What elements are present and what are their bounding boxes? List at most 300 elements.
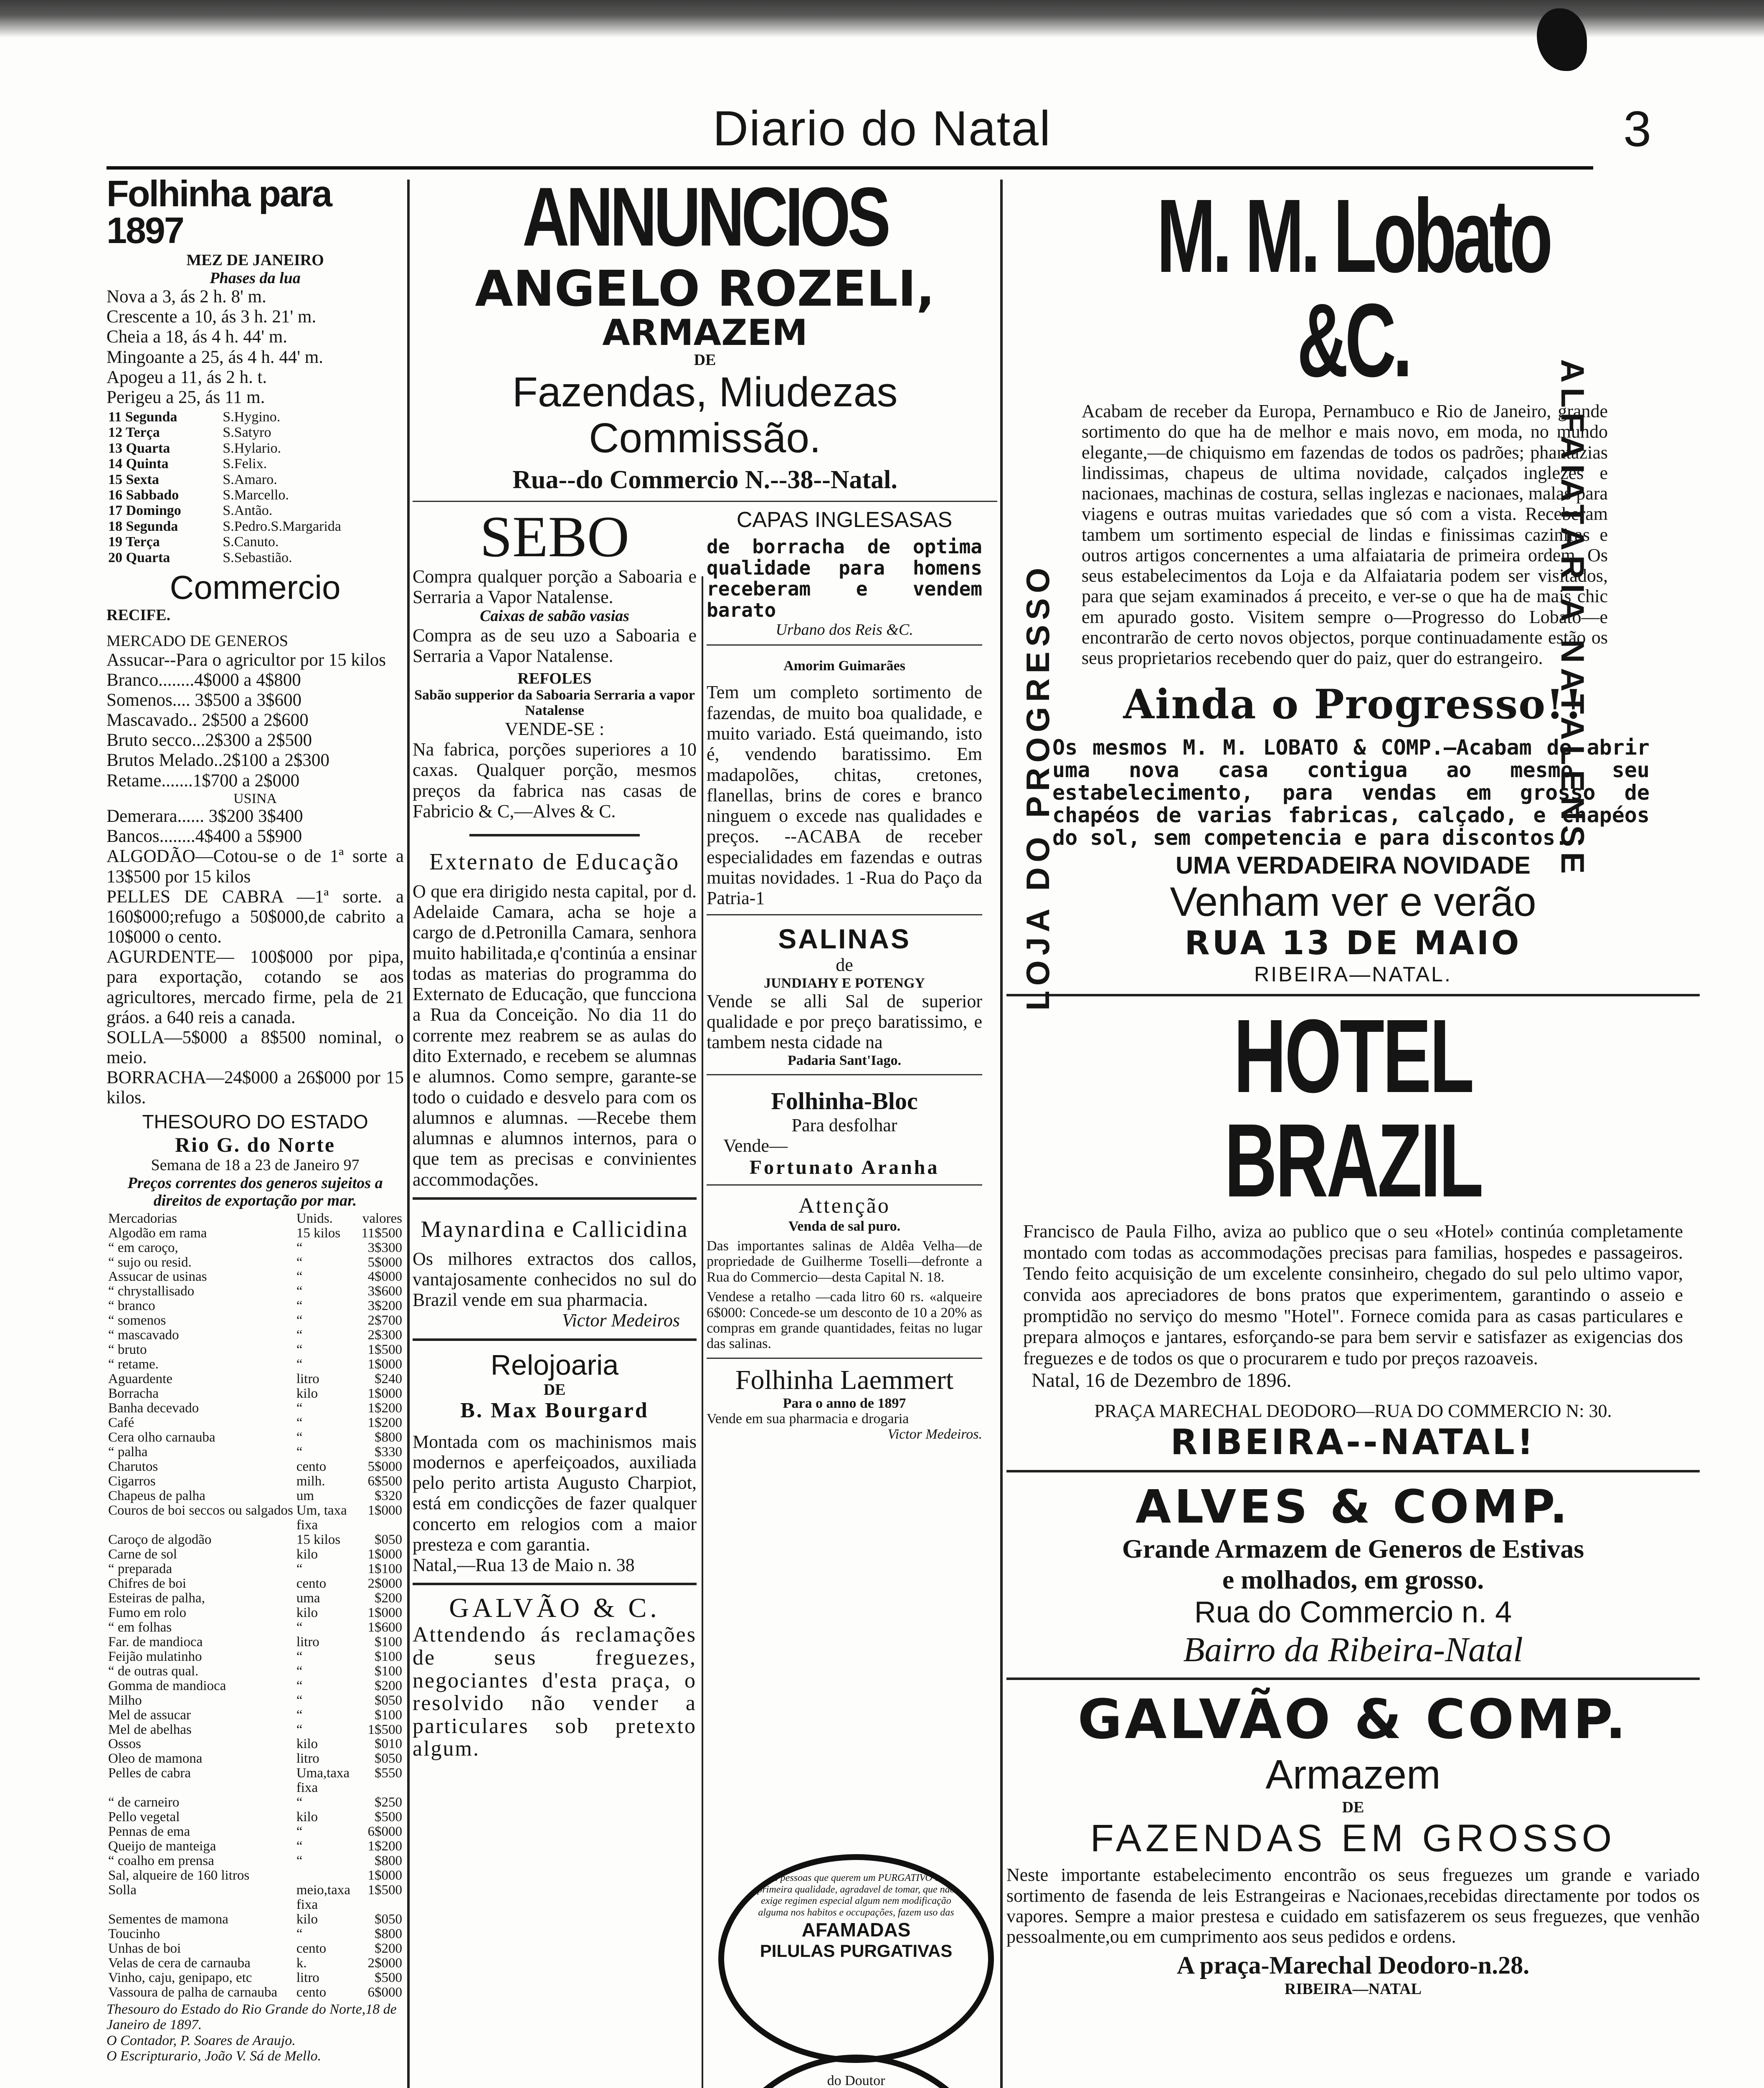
cell-unit: litro bbox=[296, 1634, 319, 1650]
cell-item: “ coalho em prensa bbox=[108, 1854, 214, 1869]
rule bbox=[413, 1197, 697, 1200]
cell-unit: cento bbox=[296, 1459, 327, 1475]
cell-item: Feijão mulatinho bbox=[108, 1649, 202, 1664]
hotel-body: Francisco de Paula Filho, aviza ao publico que o seu «Hotel» continúa completamente montado com todas as accommodações precisas para familias, hospedes e passageiros. Tendo feito acquisição de um excelente consinheiro, chegado do sul pelo ultimo vapor, convida aos apreciadores de bons pratos que experimentem, garantindo o asseio e promptidão no serviço do mesmo "Hotel". Fornece comida para as casas particulares e prepara almoços e jantares, esforçando-se para bem servir e satisfazer as exigencias dos freguezes e de todos os que o procurarem e tudo por preços razoaveis. bbox=[1023, 1221, 1683, 1368]
relojoaria-body: Montada com os machinismos mais modernos e aperfeiçoados, auxiliada pelo perito artista Augusto Charpiot, está em condicções de fazer qualquer concerto em relogios com a maior presteza e com garantia. bbox=[413, 1431, 697, 1555]
cell-item: Sal, alqueire de 160 litros bbox=[108, 1868, 250, 1883]
day-cell: 18 Segunda bbox=[108, 518, 178, 534]
cell-item: Charutos bbox=[108, 1460, 158, 1475]
hotel-heading: HOTEL BRAZIL bbox=[1224, 998, 1482, 1219]
salinas-heading: SALINAS bbox=[778, 923, 911, 955]
saint-row bbox=[106, 534, 404, 550]
semana-text: Semana de 18 a 23 de Janeiro 97 bbox=[151, 1156, 360, 1174]
galvao-small-body: Attendendo ás reclamações de seus freguezes, negociantes d'esta praça, o resolvido não vender a particulares sob pretexto algum. bbox=[413, 1623, 697, 1761]
cell-item: “ branco bbox=[108, 1299, 155, 1314]
cell-value: $240 bbox=[375, 1371, 402, 1387]
day-cell: 19 Terça bbox=[108, 534, 160, 550]
cell-unit: “ bbox=[296, 1678, 303, 1693]
usina-price-row: Bancos........4$400 a 5$900 bbox=[106, 826, 302, 846]
cell-item: Carne de sol bbox=[108, 1547, 177, 1562]
folhinha-title: Folhinha para 1897 bbox=[106, 173, 331, 251]
torn-top-edge bbox=[0, 0, 1764, 38]
angelo-name: ANGELO ROZELI, bbox=[475, 260, 935, 317]
cell-item: Far. de mandioca bbox=[108, 1634, 203, 1650]
day-cell: 16 Sabbado bbox=[108, 487, 179, 503]
phase-3: Mingoante a 25, ás 4 h. 44' m. bbox=[106, 347, 323, 367]
sebo-body: Compra qualquer porção a Saboaria e Serraria a Vapor Natalense. bbox=[413, 566, 697, 608]
table-row bbox=[106, 1299, 404, 1313]
table-row bbox=[106, 1635, 404, 1650]
cell-unit: “ bbox=[296, 1561, 303, 1576]
cell-value: 4$000 bbox=[368, 1269, 402, 1285]
cell-value: $050 bbox=[375, 1693, 402, 1708]
contador: O Contador, P. Soares de Araujo. bbox=[106, 2032, 296, 2048]
cell-value: $800 bbox=[375, 1853, 402, 1869]
saint-row bbox=[106, 409, 404, 425]
cell-value: 2$700 bbox=[368, 1313, 402, 1328]
cell-item: “ palha bbox=[108, 1445, 148, 1460]
page-number: 3 bbox=[1623, 101, 1651, 157]
cell-unit: “ bbox=[296, 1707, 303, 1723]
vende-body: Na fabrica, porções superiores a 10 caxas. Qualquer porção, mesmos preços da fabrica nas casas de Fabricio & C,—Alves & C. bbox=[413, 739, 697, 821]
galvao-de: DE bbox=[1342, 1799, 1364, 1817]
table-row bbox=[106, 1912, 404, 1927]
alves-rua: Rua do Commercio n. 4 bbox=[1194, 1596, 1512, 1629]
cell-value: 2$300 bbox=[368, 1328, 402, 1343]
table-row bbox=[106, 1343, 404, 1357]
saint-row bbox=[106, 456, 404, 471]
cell-unit: litro bbox=[296, 1371, 319, 1387]
cell-value: 3$200 bbox=[368, 1298, 402, 1314]
cell-item: Solla bbox=[108, 1883, 137, 1898]
ainda-heading: Ainda o Progresso!! bbox=[1123, 681, 1583, 728]
table-row bbox=[106, 1226, 404, 1241]
saint-row bbox=[106, 472, 404, 487]
page-header bbox=[0, 100, 1764, 171]
capas-sign: Urbano dos Reis &C. bbox=[776, 621, 913, 639]
de-word: DE bbox=[694, 351, 716, 369]
cell-value: $250 bbox=[375, 1795, 402, 1810]
cell-unit: “ bbox=[296, 1284, 303, 1299]
cell-unit: “ bbox=[296, 1926, 303, 1942]
laemmert-heading: Folhinha Laemmert bbox=[735, 1364, 954, 1395]
cell-unit: “ bbox=[296, 1269, 303, 1285]
cell-item: Borracha bbox=[108, 1386, 159, 1401]
table-row bbox=[106, 1357, 404, 1372]
algodao-text: ALGODÃO—Cotou-se o de 1ª sorte a 13$500 por 15 kilos bbox=[106, 846, 404, 887]
subcolumn-left bbox=[413, 504, 697, 1761]
maynardina-body: Os milhores extractos dos callos, vantajosamente conhecidos no sul do Brazil vende em sua pharmacia. bbox=[413, 1248, 697, 1310]
table-row bbox=[106, 1255, 404, 1270]
galvao-armazem: Armazem bbox=[1265, 1751, 1441, 1798]
cell-item: Assucar de usinas bbox=[108, 1270, 207, 1285]
cell-unit: “ bbox=[296, 1839, 303, 1854]
salinas-de: de bbox=[836, 955, 853, 976]
cell-item: Pelles de cabra bbox=[108, 1766, 191, 1781]
commercio-heading: Commercio bbox=[170, 568, 341, 606]
fortunato-name: Fortunato Aranha bbox=[749, 1156, 940, 1178]
rule bbox=[413, 501, 997, 502]
table-row bbox=[106, 1533, 404, 1547]
cell-item: “ em folhas bbox=[108, 1620, 172, 1635]
venham-line: Venham ver e verão bbox=[1170, 879, 1536, 925]
cell-unit: “ bbox=[296, 1298, 303, 1314]
cell-item: “ de outras qual. bbox=[108, 1664, 199, 1679]
mercado-label: MERCADO DE GENEROS bbox=[106, 632, 288, 650]
cell-item: “ preparada bbox=[108, 1561, 172, 1576]
cell-item: “ mascavado bbox=[108, 1328, 179, 1343]
cell-item: Velas de cera de carnauba bbox=[108, 1956, 251, 1971]
venda-sal: Venda de sal puro. bbox=[788, 1218, 901, 1234]
cell-item: “ em caroço, bbox=[108, 1240, 178, 1255]
table-row bbox=[106, 1766, 404, 1795]
cell-value: 1$200 bbox=[368, 1415, 402, 1431]
day-cell: 14 Quinta bbox=[108, 456, 169, 472]
table-row bbox=[106, 1679, 404, 1693]
pilulas-purgativas: PILULAS PURGATIVAS bbox=[760, 1941, 953, 1961]
cell-item: Algodão em rama bbox=[108, 1226, 207, 1241]
sabao-text: Sabão supperior da Saboaria Serraria a vapor Natalense bbox=[414, 687, 695, 719]
pilulas-de: do Doutor bbox=[827, 2073, 885, 2088]
cell-value: 2$000 bbox=[368, 1956, 402, 1971]
cell-item: Banha decevado bbox=[108, 1401, 199, 1416]
table-row bbox=[106, 1693, 404, 1708]
cell-value: 1$100 bbox=[368, 1561, 402, 1576]
externato-body: O que era dirigido nesta capital, por d. Adelaide Camara, acha se hoje a cargo de d.Petronilla Camara, senhora muito habilitada,e q'continúa a ensinar todas as materias do programma do Externato de Educação, que funcciona a Rua da Conceição. No dia 11 do corrente mez reabrem se as aulas do dito Externado, e recebem se alumnas e alumnos. Como sempre, garante-se todo o cuidado e desvelo para com os alumnos e alumnas. —Recebe them alumnas e alumnos internos, para o que tem as precisas e convinientes accommodações. bbox=[413, 881, 697, 1190]
cell-unit: “ bbox=[296, 1663, 303, 1679]
cell-item: “ somenos bbox=[108, 1313, 166, 1328]
cell-unit: “ bbox=[296, 1853, 303, 1869]
cell-item: Cigarros bbox=[108, 1474, 156, 1489]
cell-unit: litro bbox=[296, 1751, 319, 1766]
cell-value: 1$000 bbox=[368, 1605, 402, 1620]
table-row bbox=[106, 1474, 404, 1489]
alves-body1: Grande Armazem de Generos de Estivas bbox=[1122, 1534, 1584, 1564]
sebo-heading: SEBO bbox=[480, 504, 629, 569]
table-row bbox=[106, 1620, 404, 1635]
cell-value: 1$000 bbox=[368, 1386, 402, 1401]
cell-value: 6$000 bbox=[368, 1984, 402, 2000]
usina-prices bbox=[106, 806, 404, 846]
thesouro-heading: THESOURO DO ESTADO bbox=[142, 1111, 368, 1133]
sugar-price-row: Branco........4$000 a 4$800 bbox=[106, 670, 301, 690]
cell-value: 3$600 bbox=[368, 1284, 402, 1299]
folhinha-bloc-body: Para desfolhar bbox=[791, 1115, 897, 1136]
cell-item: Esteiras de palha, bbox=[108, 1591, 205, 1606]
cell-value: $200 bbox=[375, 1678, 402, 1693]
cell-value: $010 bbox=[375, 1736, 402, 1752]
column-divider-2 bbox=[1000, 180, 1003, 2088]
rule bbox=[707, 1074, 982, 1075]
cell-unit: meio,taxa fixa bbox=[296, 1883, 350, 1913]
attencao-heading: Attenção bbox=[798, 1194, 890, 1218]
lobato-body: Acabam de receber da Europa, Pernambuco e Rio de Janeiro, grande sortimento do que ha de melhor e mais novo, em moda, no mundo elegante,—de chiquismo em fazendas de todos os padrões; phantazias lindissimas, chapeus de ultima novidade, calçados inglezes e nacionaes, machinas de costura, sellas inglezas e nacionaes, malas para viagens e outras muitas variedades que só com a vista. Receberam tambem um sortimento especial de lindas e finissimas caziniras e outros artigos concernentes a uma alfaiataria de primeira ordem. Os seus estabelecimentos da Loja e da Alfaiataria podem ser visitados, para que sejam examinados á preceito, e ver-se o que ha de mais chic em apurado gosto. Visitem sempre o—Progresso do Lobato—e encontrarão de certo novos objectos, porque continuadamente estão os seus proprietarios recebendo quer do paiz, quer do estrangeiro. bbox=[1082, 401, 1608, 669]
cell-unit: kilo bbox=[296, 1386, 318, 1401]
table-row bbox=[106, 1328, 404, 1343]
cell-unit: “ bbox=[296, 1619, 303, 1635]
rule bbox=[413, 1583, 697, 1585]
cell-item: “ chrystallisado bbox=[108, 1284, 195, 1299]
annuncios-heading: ANNUNCIOS bbox=[522, 170, 888, 264]
day-cell: 13 Quarta bbox=[108, 440, 170, 456]
commissao-line: Commissão. bbox=[589, 414, 821, 461]
cell-value: $800 bbox=[375, 1430, 402, 1445]
cell-item: Toucinho bbox=[108, 1927, 160, 1942]
precos-text: Preços correntes dos generos sujeitos a direitos de exportação por mar. bbox=[127, 1174, 383, 1210]
ainda-body: Os mesmos M. M. LOBATO & COMP.—Acabam de abrir uma nova casa contigua ao mesmo seu estabelecimento, para vendas em grosso de chapéos de varias fabricas, calçado, e chapéos do sol, sem competencia e para discontos. bbox=[1052, 735, 1650, 850]
salinas-sign: Padaria Sant'Iago. bbox=[787, 1052, 902, 1068]
cell-item: “ bruto bbox=[108, 1343, 147, 1358]
saint-row bbox=[106, 487, 404, 503]
table-row bbox=[106, 1591, 404, 1606]
table-row bbox=[106, 1416, 404, 1430]
phase-2: Cheia a 18, ás 4 h. 44' m. bbox=[106, 327, 287, 347]
table-row bbox=[106, 1664, 404, 1679]
cell-value: 1$500 bbox=[368, 1722, 402, 1737]
relojoaria-name: B. Max Bourgard bbox=[460, 1399, 649, 1423]
table-row bbox=[106, 1883, 404, 1912]
rua-commercio: Rua--do Commercio N.--38--Natal. bbox=[512, 465, 897, 494]
cell-value: $100 bbox=[375, 1634, 402, 1650]
rule bbox=[707, 644, 982, 646]
alves-body2: e molhados, em grosso. bbox=[1222, 1565, 1484, 1595]
phase-4: Apogeu a 11, ás 2 h. t. bbox=[106, 367, 267, 387]
alfaiataria-vertical: ALFAIATARIA NATALENSE bbox=[1554, 359, 1591, 879]
cell-unit: kilo bbox=[296, 1546, 318, 1562]
cell-unit: “ bbox=[296, 1342, 303, 1358]
cell-value: 1$600 bbox=[368, 1619, 402, 1635]
saint-cell: S.Sebastião. bbox=[223, 550, 292, 565]
column-annuncios bbox=[413, 170, 997, 1761]
cell-unit: 15 kilos bbox=[296, 1225, 341, 1241]
table-row bbox=[106, 1956, 404, 1971]
cell-unit: 15 kilos bbox=[296, 1532, 341, 1547]
cell-value: $500 bbox=[375, 1970, 402, 1985]
cell-item: Ossos bbox=[108, 1737, 141, 1752]
escripturario: O Escripturario, João V. Sá de Mello. bbox=[106, 2048, 322, 2064]
laemmert-body: Vende em sua pharmacia e drogaria bbox=[707, 1411, 909, 1427]
cell-unit: cento bbox=[296, 1576, 327, 1591]
dehaut-seal bbox=[710, 2055, 1002, 2088]
assucar-text: Assucar--Para o agricultor por 15 kilos bbox=[106, 650, 386, 670]
sugar-price-row: Mascavado.. 2$500 a 2$600 bbox=[106, 710, 309, 730]
table-row bbox=[106, 1460, 404, 1474]
saint-cell: S.Hygino. bbox=[223, 409, 281, 425]
newspaper-title: Diario do Natal bbox=[712, 101, 1052, 156]
relojoaria-heading: Relojoaria bbox=[490, 1349, 619, 1381]
sugar-price-row: Somenos.... 3$500 a 3$600 bbox=[106, 690, 302, 710]
cell-value: $320 bbox=[375, 1488, 402, 1504]
table-row bbox=[106, 1489, 404, 1503]
cell-unit: cento bbox=[296, 1941, 327, 1956]
cell-item: Vinho, caju, genipapo, etc bbox=[108, 1970, 252, 1985]
table-row bbox=[106, 1372, 404, 1386]
cell-item: Queijo de manteiga bbox=[108, 1839, 216, 1854]
cell-unit: “ bbox=[296, 1722, 303, 1737]
table-row bbox=[106, 1708, 404, 1723]
phase-1: Crescente a 10, ás 3 h. 21' m. bbox=[106, 307, 317, 327]
capas-body: de borracha de optima qualidade para homens receberam e vendem barato bbox=[707, 535, 982, 621]
maynardina-sign: Victor Medeiros bbox=[562, 1310, 680, 1331]
cell-unit: “ bbox=[296, 1240, 303, 1255]
saint-cell: S.Canuto. bbox=[223, 534, 279, 550]
pilulas-afamadas: AFAMADAS bbox=[801, 1919, 911, 1941]
galvao-fazendas: FAZENDAS EM GROSSO bbox=[1090, 1817, 1616, 1860]
table-row bbox=[106, 1313, 404, 1328]
saint-cell: S.Marcello. bbox=[223, 487, 289, 503]
cell-item: Milho bbox=[108, 1693, 142, 1708]
recife-label: RECIFE. bbox=[106, 606, 171, 624]
cell-value: 1$200 bbox=[368, 1839, 402, 1854]
table-row bbox=[106, 1941, 404, 1956]
cell-item: Chapeus de palha bbox=[108, 1489, 205, 1503]
table-row bbox=[106, 1737, 404, 1751]
saint-cell: S.Pedro.S.Margarida bbox=[223, 518, 341, 534]
table-row bbox=[106, 1824, 404, 1839]
rule bbox=[413, 1338, 697, 1341]
cell-unit: k. bbox=[296, 1956, 307, 1971]
table-row bbox=[106, 1386, 404, 1401]
cell-value: 1$000 bbox=[368, 1357, 402, 1372]
cell-item: Fumo em rolo bbox=[108, 1605, 186, 1620]
cell-item: Aguardente bbox=[108, 1372, 172, 1387]
column-divider-1 bbox=[407, 180, 410, 2088]
cell-item: Gomma de mandioca bbox=[108, 1678, 226, 1693]
rio-g-heading: Rio G. do Norte bbox=[175, 1133, 335, 1156]
cell-unit: “ bbox=[296, 1824, 303, 1840]
table-row bbox=[106, 1547, 404, 1562]
table-row bbox=[106, 1985, 404, 2000]
table-row bbox=[106, 1562, 404, 1576]
day-cell: 15 Sexta bbox=[108, 471, 159, 487]
phase-0: Nova a 3, ás 2 h. 8' m. bbox=[106, 287, 266, 307]
rule bbox=[707, 1358, 982, 1359]
cell-value: $550 bbox=[375, 1766, 402, 1781]
cell-unit: “ bbox=[296, 1357, 303, 1372]
cell-unit: “ bbox=[296, 1649, 303, 1664]
cell-unit: “ bbox=[296, 1795, 303, 1810]
cell-unit: kilo bbox=[296, 1809, 318, 1825]
vende-heading: VENDE-SE : bbox=[504, 718, 605, 739]
cell-unit: uma bbox=[296, 1590, 320, 1606]
caixas-heading: Caixas de sabão vasias bbox=[480, 607, 629, 625]
hotel-date: Natal, 16 de Dezembro de 1896. bbox=[1032, 1369, 1292, 1392]
cell-unit: “ bbox=[296, 1693, 303, 1708]
pelles-text: PELLES DE CABRA —1ª sorte. a 160$000;refugo a 50$000,de cabrito a 10$000 o cento. bbox=[106, 887, 404, 947]
cell-unit: Um, taxa fixa bbox=[296, 1503, 347, 1533]
header-rule bbox=[106, 166, 1593, 170]
cell-value: $100 bbox=[375, 1663, 402, 1679]
day-cell: 17 Domingo bbox=[108, 503, 181, 519]
amorim-body: Tem um completo sortimento de fazendas, de muito boa qualidade, e muito variado. Está queimando, isto é, vendendo baratissimo. Em madapolões, chitas, cretones, flanellas, brins de cores e branco ninguem o excede nas qualidades e preços. --ACABA de receber especialidades em fazendas e outras muitas novidades. 1 -Rua do Paço da Patria-1 bbox=[707, 682, 982, 909]
saint-row bbox=[106, 519, 404, 534]
cell-item: “ retame. bbox=[108, 1357, 159, 1372]
cell-value: 1$000 bbox=[368, 1546, 402, 1562]
cell-item: Pennas de ema bbox=[108, 1824, 190, 1840]
day-cell: 12 Terça bbox=[108, 425, 160, 441]
sugar-prices bbox=[106, 670, 404, 791]
th-mercadorias: Mercadorias bbox=[108, 1211, 177, 1226]
cell-item: “ de carneiro bbox=[108, 1795, 180, 1810]
saint-row bbox=[106, 425, 404, 440]
saint-cell: S.Amaro. bbox=[223, 471, 277, 487]
laemmert-sub: Para o anno de 1897 bbox=[783, 1395, 906, 1411]
capas-heading: CAPAS INGLESASAS bbox=[736, 507, 953, 532]
cell-item: Café bbox=[108, 1416, 134, 1431]
galvao-praca: A praça-Marechal Deodoro-n.28. bbox=[1176, 1951, 1530, 1979]
cell-item: Mel de abelhas bbox=[108, 1722, 192, 1737]
cell-value: $050 bbox=[375, 1912, 402, 1927]
rule bbox=[707, 914, 982, 915]
laemmert-sign: Victor Medeiros. bbox=[887, 1427, 982, 1442]
th-valores: valores bbox=[362, 1211, 402, 1226]
cell-unit: “ bbox=[296, 1430, 303, 1445]
mez-label: MEZ DE JANEIRO bbox=[186, 251, 324, 269]
saint-cell: S.Hylario. bbox=[223, 440, 281, 456]
saint-row bbox=[106, 503, 404, 518]
cell-item: Unhas de boi bbox=[108, 1941, 181, 1956]
cell-value: $100 bbox=[375, 1649, 402, 1664]
cell-unit bbox=[295, 1868, 360, 1883]
cell-item: Pello vegetal bbox=[108, 1810, 180, 1825]
amorim-heading: Amorim Guimarães bbox=[783, 658, 905, 674]
ribeira-natal2: RIBEIRA--NATAL! bbox=[1170, 1422, 1536, 1463]
alves-heading: ALVES & COMP. bbox=[1135, 1480, 1571, 1534]
table-row bbox=[106, 1868, 404, 1883]
fazendas-line: Fazendas, Miudezas bbox=[512, 368, 898, 416]
cell-unit: litro bbox=[296, 1970, 319, 1985]
rule bbox=[1006, 1470, 1700, 1472]
cell-value: 6$500 bbox=[368, 1474, 402, 1489]
cell-unit: “ bbox=[296, 1415, 303, 1431]
table-row bbox=[106, 1241, 404, 1255]
cell-unit: milh. bbox=[296, 1474, 325, 1489]
cell-value: $050 bbox=[375, 1532, 402, 1547]
cell-unit: “ bbox=[296, 1401, 303, 1416]
alves-bairro: Bairro da Ribeira-Natal bbox=[1183, 1630, 1523, 1670]
cell-unit: um bbox=[296, 1488, 314, 1504]
attencao-body2: Vendese a retalho —cada litro 60 rs. «alqueire 6$000: Concede-se um desconto de 10 a 20% as compras em grande quantidades, feitas no lugar das salinas. bbox=[707, 1289, 982, 1352]
table-row bbox=[106, 1795, 404, 1810]
novidade-line: UMA VERDADEIRA NOVIDADE bbox=[1176, 852, 1531, 879]
galvao-ribeira: RIBEIRA—NATAL bbox=[1285, 1980, 1422, 1998]
table-row bbox=[106, 1606, 404, 1620]
table-row bbox=[106, 1839, 404, 1854]
export-prices-table bbox=[106, 1211, 404, 2000]
cell-item: Oleo de mamona bbox=[108, 1751, 203, 1766]
cell-value: 1$000 bbox=[368, 1868, 402, 1883]
cell-unit: “ bbox=[296, 1254, 303, 1270]
pilulas-seal bbox=[718, 1854, 994, 2063]
lobato-heading: M. M. Lobato &C. bbox=[1156, 177, 1550, 398]
cell-value: $200 bbox=[375, 1941, 402, 1956]
day-cell: 11 Segunda bbox=[108, 409, 177, 425]
sugar-price-row: Brutos Melado..2$100 a 2$300 bbox=[106, 750, 329, 770]
borracha-text: BORRACHA—24$000 a 26$000 por 15 kilos. bbox=[106, 1068, 404, 1108]
cell-unit: kilo bbox=[296, 1605, 318, 1620]
usina-price-row: Demerara...... 3$200 3$400 bbox=[106, 806, 303, 826]
armazem-word: ARMAZEM bbox=[602, 312, 808, 354]
rule bbox=[707, 1184, 982, 1186]
solla-text: SOLLA—5$000 a 8$500 nominal, o meio. bbox=[106, 1027, 404, 1067]
cell-item: Couros de boi seccos ou salgados bbox=[108, 1503, 293, 1518]
cell-item: Vassoura de palha de carnauba bbox=[108, 1985, 277, 2000]
cell-item: Mel de assucar bbox=[108, 1708, 191, 1723]
table-row bbox=[106, 1854, 404, 1868]
cell-unit: kilo bbox=[296, 1912, 318, 1927]
galvao-body: Neste importante estabelecimento encontrão os seus freguezes um grande e variado sortimento de fasenda de leis Estrangeiras e Nacionaes,recebidas directamente por todos os vapores. Sempre a maior prestesa e cuidado em satisfazerem os seus freguezes, que venhão pessoalmente,ou em cumprimento aos seus pedidos e ordens. bbox=[1006, 1865, 1700, 1947]
cell-value: 11$500 bbox=[361, 1225, 402, 1241]
